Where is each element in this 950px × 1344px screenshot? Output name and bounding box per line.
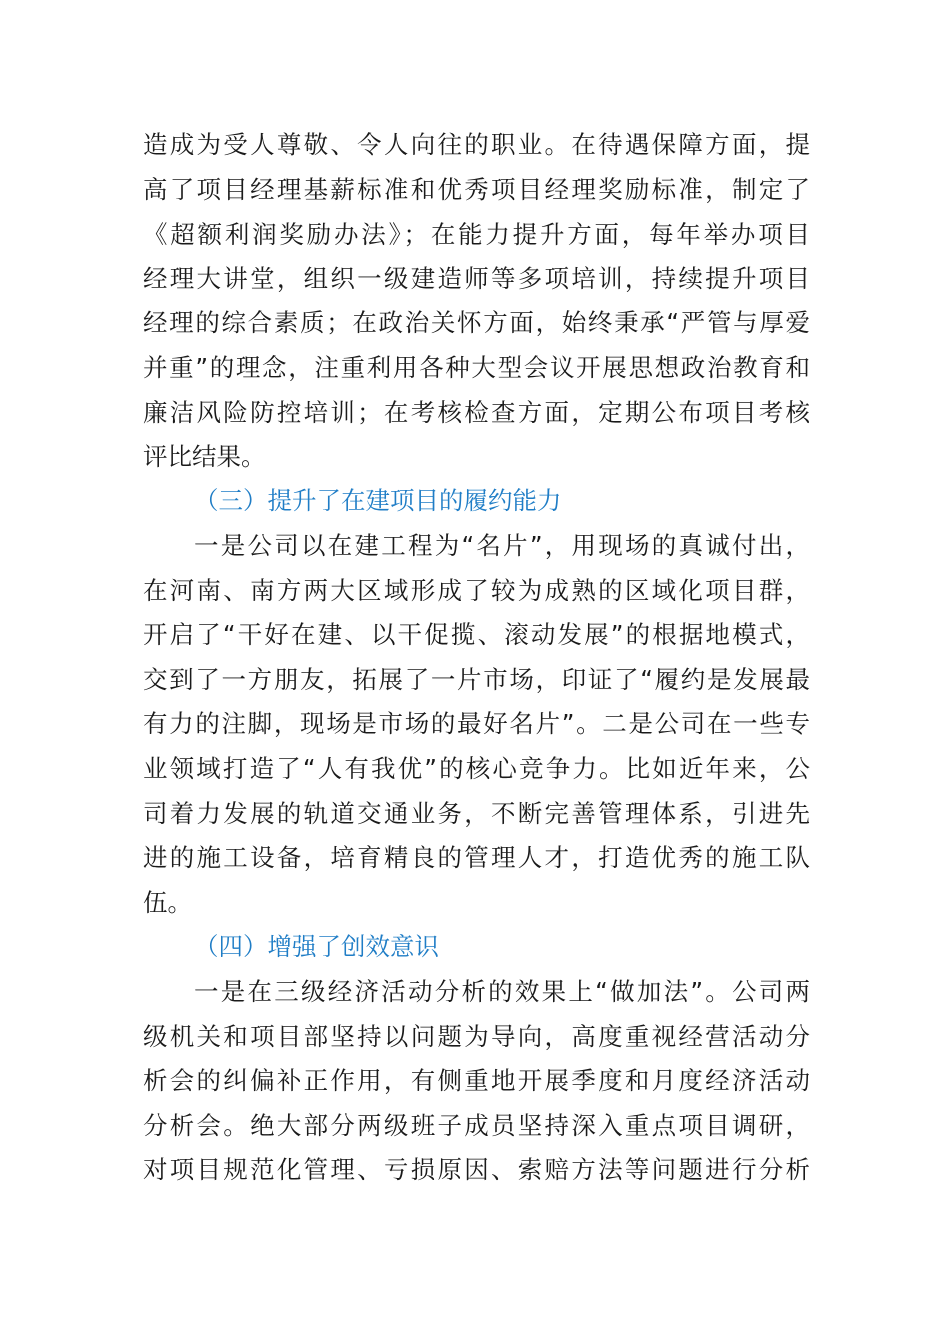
paragraph-line: 业领域打造了“人有我优”的核心竞争力。比如近年来，公 (143, 754, 810, 783)
paragraph-line: 评比结果。 (143, 442, 266, 471)
paragraph-line: 伍。 (143, 888, 192, 917)
paragraph-line: 一是在三级经济活动分析的效果上“做加法”。公司两 (194, 977, 810, 1006)
paragraph-line: 进的施工设备，培育精良的管理人才，打造优秀的施工队 (143, 843, 810, 872)
paragraph-line: 《超额利润奖励办法》；在能力提升方面，每年举办项目 (143, 220, 810, 249)
paragraph-line: 一是公司以在建工程为“名片”，用现场的真诚付出， (194, 531, 810, 560)
section-heading-four: （四）增强了创效意识 (194, 932, 439, 961)
paragraph-line: 经理的综合素质；在政治关怀方面，始终秉承“严管与厚爱 (143, 308, 810, 337)
paragraph-line: 廉洁风险防控培训；在考核检查方面，定期公布项目考核 (143, 398, 810, 427)
paragraph-line: 交到了一方朋友，拓展了一片市场，印证了“履约是发展最 (143, 665, 810, 694)
paragraph-line: 析会的纠偏补正作用，有侧重地开展季度和月度经济活动 (143, 1066, 810, 1095)
section-heading-three: （三）提升了在建项目的履约能力 (194, 486, 562, 515)
paragraph-line: 对项目规范化管理、亏损原因、索赔方法等问题进行分析 (143, 1155, 810, 1184)
paragraph-line: 高了项目经理基薪标准和优秀项目经理奖励标准，制定了 (143, 175, 810, 204)
paragraph-line: 并重”的理念，注重利用各种大型会议开展思想政治教育和 (143, 353, 810, 382)
paragraph-line: 造成为受人尊敬、令人向往的职业。在待遇保障方面，提 (143, 130, 810, 159)
paragraph-line: 有力的注脚，现场是市场的最好名片”。二是公司在一些专 (143, 709, 810, 738)
paragraph-line: 在河南、南方两大区域形成了较为成熟的区域化项目群， (143, 576, 810, 605)
paragraph-line: 分析会。绝大部分两级班子成员坚持深入重点项目调研， (143, 1111, 810, 1140)
paragraph-line: 级机关和项目部坚持以问题为导向，高度重视经营活动分 (143, 1022, 810, 1051)
paragraph-line: 经理大讲堂，组织一级建造师等多项培训，持续提升项目 (143, 264, 810, 293)
paragraph-line: 司着力发展的轨道交通业务，不断完善管理体系，引进先 (143, 799, 810, 828)
paragraph-line: 开启了“干好在建、以干促揽、滚动发展”的根据地模式， (143, 620, 810, 649)
